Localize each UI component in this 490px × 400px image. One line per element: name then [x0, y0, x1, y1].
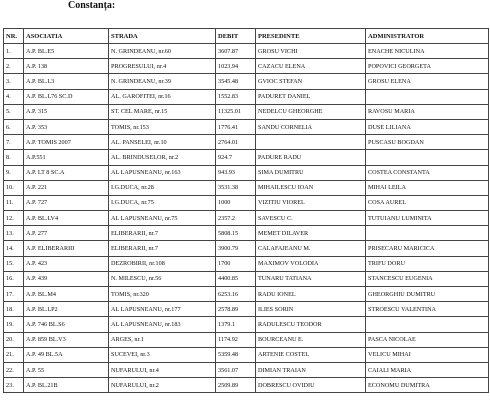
cell-strada: ELIBERARII, nr.7: [109, 226, 216, 241]
cell-presedinte: RADU IONEL: [256, 287, 366, 302]
table-row: [4, 317, 489, 332]
cell-strada: AL. GAROFITEI, nr.16: [109, 89, 216, 104]
cell-nr: 11.: [4, 195, 24, 210]
cell-presedinte: SAVESCU C.: [256, 211, 366, 226]
cell-administrator: PUSCASU BOGDAN: [366, 135, 489, 150]
cell-asociatia: A.P. 315: [24, 104, 109, 119]
cell-debit: 2578.89: [216, 302, 256, 317]
table-row: [4, 104, 489, 119]
cell-debit: 1379.1: [216, 317, 256, 332]
cell-asociatia: A.P. 746 BL.S6: [24, 317, 109, 332]
table-row: [4, 150, 489, 165]
table-row: [4, 226, 489, 241]
cell-presedinte: MIHAILESCU IOAN: [256, 180, 366, 195]
associations-table: [3, 28, 489, 393]
cell-debit: 1023.94: [216, 59, 256, 74]
cell-asociatia: A.P. 727: [24, 195, 109, 210]
table-row: [4, 119, 489, 134]
cell-asociatia: A.P. 277: [24, 226, 109, 241]
cell-debit: 2764.01: [216, 135, 256, 150]
header-administrator: ADMINISTRATOR: [366, 29, 489, 44]
header-presedinte: PRESEDINTE: [256, 29, 366, 44]
cell-nr: 20.: [4, 332, 24, 347]
header-debit: DEBIT: [216, 29, 256, 44]
cell-presedinte: SANDU CORNELIA: [256, 119, 366, 134]
cell-debit: 943.93: [216, 165, 256, 180]
cell-debit: 1776.41: [216, 119, 256, 134]
page-heading: Constanța:: [68, 0, 116, 11]
cell-presedinte: CALAFAJEANU M.: [256, 241, 366, 256]
cell-asociatia: A.P. 49 BL.5A: [24, 347, 109, 362]
cell-debit: 4400.85: [216, 271, 256, 286]
table-row: [4, 74, 489, 89]
cell-asociatia: A.P. 221: [24, 180, 109, 195]
cell-debit: 3607.87: [216, 44, 256, 59]
table-row: [4, 44, 489, 59]
cell-presedinte: PADURET DANIEL: [256, 89, 366, 104]
cell-administrator: PRISECARU MARICICA: [366, 241, 489, 256]
cell-asociatia: A.P.551: [24, 150, 109, 165]
cell-administrator: RAVOSU MARIA: [366, 104, 489, 119]
cell-nr: 4.: [4, 89, 24, 104]
cell-nr: 14.: [4, 241, 24, 256]
cell-presedinte: DIMIAN TRAIAN: [256, 362, 366, 377]
table-row: [4, 362, 489, 377]
cell-administrator: ENACHE NICULINA: [366, 44, 489, 59]
cell-strada: ELIBERARII, nr.7: [109, 241, 216, 256]
cell-nr: 10.: [4, 180, 24, 195]
cell-asociatia: A.P. BL.LV4: [24, 211, 109, 226]
cell-strada: N. GRINDEANU, nr.39: [109, 74, 216, 89]
header-asociatia: ASOCIATIA: [24, 29, 109, 44]
cell-administrator: VELICU MIHAI: [366, 347, 489, 362]
cell-strada: TOMIS, nr.153: [109, 119, 216, 134]
table-body: [4, 44, 489, 393]
cell-presedinte: NEDELCU GHEORGHE: [256, 104, 366, 119]
cell-nr: 21.: [4, 347, 24, 362]
table-row: [4, 195, 489, 210]
table-row: [4, 211, 489, 226]
cell-asociatia: A.P. BL.E5: [24, 44, 109, 59]
cell-nr: 16.: [4, 271, 24, 286]
cell-asociatia: A.P. BL.L3: [24, 74, 109, 89]
table-row: [4, 165, 489, 180]
cell-administrator: COSA AUREL: [366, 195, 489, 210]
cell-presedinte: GVIOC STEFAN: [256, 74, 366, 89]
cell-asociatia: A.P. LT 8 SC.A: [24, 165, 109, 180]
cell-presedinte: MEMET DILAVER: [256, 226, 366, 241]
cell-presedinte: DOBRESCU OVIDIU: [256, 378, 366, 393]
cell-administrator: DUSE LILIANA: [366, 119, 489, 134]
cell-nr: 13.: [4, 226, 24, 241]
cell-nr: 19.: [4, 317, 24, 332]
cell-administrator: CAIALI MARIA: [366, 362, 489, 377]
cell-debit: 1174.92: [216, 332, 256, 347]
cell-strada: NUFARULUI, nr.2: [109, 378, 216, 393]
cell-nr: 6.: [4, 119, 24, 134]
cell-administrator: TUTUIANU LUMINITA: [366, 211, 489, 226]
cell-nr: 1.: [4, 44, 24, 59]
cell-administrator: COSTEA CONSTANTA: [366, 165, 489, 180]
table-row: [4, 89, 489, 104]
table-row: [4, 180, 489, 195]
cell-strada: I.G.DUCA, nr.75: [109, 195, 216, 210]
cell-administrator: PASCA NICOLAE: [366, 332, 489, 347]
cell-administrator: POPOVICI GEORGETA: [366, 59, 489, 74]
cell-asociatia: A.P. 138: [24, 59, 109, 74]
cell-nr: 9.: [4, 165, 24, 180]
table-row: [4, 287, 489, 302]
cell-strada: AL. PANSELEI, nr.10: [109, 135, 216, 150]
cell-presedinte: VIZITIU VIOREL: [256, 195, 366, 210]
cell-debit: 1552.83: [216, 89, 256, 104]
cell-asociatia: A.P. BL.LP2: [24, 302, 109, 317]
cell-strada: AL LAPUSNEANU, nr.183: [109, 317, 216, 332]
cell-asociatia: A.P. 55: [24, 362, 109, 377]
table-row: [4, 59, 489, 74]
cell-administrator: TRIFU DORU: [366, 256, 489, 271]
cell-strada: AL LAPUSNEANU, nr.177: [109, 302, 216, 317]
cell-administrator: [366, 317, 489, 332]
cell-strada: NUFARULUI, nr.4: [109, 362, 216, 377]
cell-strada: ARGES, nr.1: [109, 332, 216, 347]
cell-asociatia: A.P. 859 BL.V3: [24, 332, 109, 347]
cell-strada: TOMIS, nr.320: [109, 287, 216, 302]
cell-asociatia: A.P. BL.M4: [24, 287, 109, 302]
cell-nr: 5.: [4, 104, 24, 119]
table-row: [4, 241, 489, 256]
cell-debit: 5808.15: [216, 226, 256, 241]
cell-debit: 924.7: [216, 150, 256, 165]
table-row: [4, 332, 489, 347]
cell-nr: 23.: [4, 378, 24, 393]
cell-presedinte: CAZACU ELENA: [256, 59, 366, 74]
cell-administrator: STANCESCU EUGENIA: [366, 271, 489, 286]
cell-nr: 8.: [4, 150, 24, 165]
cell-debit: 11325.01: [216, 104, 256, 119]
cell-debit: 3545.48: [216, 74, 256, 89]
cell-strada: N. GRINDEANU, nr.60: [109, 44, 216, 59]
cell-presedinte: ARTENIE COSTEL: [256, 347, 366, 362]
cell-debit: 2509.89: [216, 378, 256, 393]
cell-debit: 3561.07: [216, 362, 256, 377]
cell-presedinte: RADULESCU TEODOR: [256, 317, 366, 332]
cell-administrator: [366, 89, 489, 104]
table-row: [4, 302, 489, 317]
table-row: [4, 256, 489, 271]
cell-debit: 2357.2: [216, 211, 256, 226]
table-row: [4, 271, 489, 286]
table-row: [4, 347, 489, 362]
table-row: [4, 378, 489, 393]
cell-strada: PROGRESULUI, nr.4: [109, 59, 216, 74]
cell-administrator: [366, 226, 489, 241]
cell-administrator: [366, 150, 489, 165]
cell-strada: N. MILESCU, nr.56: [109, 271, 216, 286]
cell-strada: AL LAPUSNEANU, nr.75: [109, 211, 216, 226]
cell-asociatia: A.P. BL.L76 SC.D: [24, 89, 109, 104]
header-nr: NR.: [4, 29, 24, 44]
cell-asociatia: A.P. 423: [24, 256, 109, 271]
cell-presedinte: BOURCEANU E.: [256, 332, 366, 347]
cell-nr: 2.: [4, 59, 24, 74]
cell-strada: DEZROBIRII, nr.108: [109, 256, 216, 271]
cell-asociatia: A.P. 353: [24, 119, 109, 134]
cell-debit: 3531.38: [216, 180, 256, 195]
cell-presedinte: GROSU VICHI: [256, 44, 366, 59]
cell-nr: 18.: [4, 302, 24, 317]
cell-strada: ST. CEL MARE, nr.15: [109, 104, 216, 119]
cell-asociatia: A.P. ELIBERARIII: [24, 241, 109, 256]
cell-presedinte: MAXIMOV VOLODIA: [256, 256, 366, 271]
cell-administrator: ECONOMU DUMITRA: [366, 378, 489, 393]
cell-asociatia: A.P. 439: [24, 271, 109, 286]
cell-presedinte: PADURE RADU: [256, 150, 366, 165]
cell-presedinte: TUNARU TATIANA: [256, 271, 366, 286]
cell-presedinte: [256, 135, 366, 150]
cell-nr: 22.: [4, 362, 24, 377]
table-header-row: [4, 29, 489, 44]
cell-nr: 7.: [4, 135, 24, 150]
cell-strada: AL LAPUSNEANU, nr.163: [109, 165, 216, 180]
cell-strada: I.G.DUCA, nr.28: [109, 180, 216, 195]
cell-debit: 3900.79: [216, 241, 256, 256]
cell-debit: 5359.48: [216, 347, 256, 362]
cell-debit: 1000: [216, 195, 256, 210]
cell-strada: SUCEVEI, nr.3: [109, 347, 216, 362]
cell-administrator: GHEORGHIU DUMITRU: [366, 287, 489, 302]
cell-nr: 15.: [4, 256, 24, 271]
cell-nr: 12.: [4, 211, 24, 226]
cell-debit: 6253.16: [216, 287, 256, 302]
cell-administrator: MIHAI LEILA: [366, 180, 489, 195]
cell-presedinte: ILIES SORIN: [256, 302, 366, 317]
cell-debit: 1700: [216, 256, 256, 271]
cell-administrator: GROSU ELENA: [366, 74, 489, 89]
header-strada: STRADA: [109, 29, 216, 44]
cell-strada: AL. BRINDUSELOR, nr.2: [109, 150, 216, 165]
cell-asociatia: A.P. TOMIS 2007: [24, 135, 109, 150]
cell-presedinte: SIMA DUMITRU: [256, 165, 366, 180]
cell-nr: 17.: [4, 287, 24, 302]
cell-nr: 3.: [4, 74, 24, 89]
table-row: [4, 135, 489, 150]
cell-administrator: STROESCU VALENTINA: [366, 302, 489, 317]
cell-asociatia: A.P. BL.21B: [24, 378, 109, 393]
